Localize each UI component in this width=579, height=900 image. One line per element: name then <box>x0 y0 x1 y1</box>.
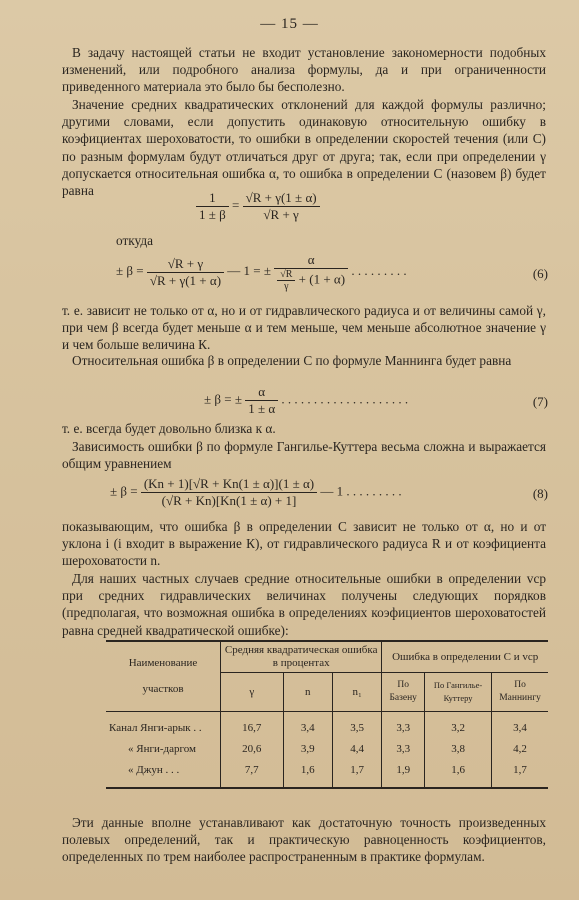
paragraph-manning: Относительная ошибка β в определении С по формуле Маннинга будет равна <box>72 353 512 368</box>
paragraph-close: т. е. всегда будет довольно близка к α. <box>62 421 276 436</box>
table-subheader: По Базену <box>382 673 425 712</box>
paragraph-deviations: Значение средних квадратических отклонений для каждой формулы различно; другими словами, если допустить одинаковую относительную ошибку в коэфициентах шероховатости, то ошибки в определении скоростей течения (или С) по разным формулам будут отличаться друг от друга; так, если при определении γ допускается относительная ошибка α, то ошибка в определении С (назовем β) будет равна <box>62 97 546 199</box>
table-header-group-1: Средняя квадратическая ошибка в процентах <box>221 641 382 673</box>
paragraph-conclusion: Эти данные вполне устанавливают как достаточную точность произведенных полевых определений, так и практическую равноценность коэфициентов, определенных по трем наиболее распространенным в практике формулам. <box>62 815 546 865</box>
formula-error-c: $\frac{1}{1 \pm \beta}$ = $\frac{√R + \gamma(1 \pm \alpha)}{√R + \gamma}$ <box>196 190 320 223</box>
table-row: « Джун . . . 7,7 1,6 1,7 1,9 1,6 1,7 <box>106 760 548 788</box>
table-header-name: Наименование участков <box>106 641 221 712</box>
table-row: « Янги-даргом 20,6 3,9 4,4 3,3 3,8 4,2 <box>106 739 548 760</box>
equation-label-8: (8) <box>532 486 548 501</box>
formula-7: ± β = ± $\frac{\alpha}{1 \pm \alpha}$ . . . . . . . . . . . . . . . . . . . . (7) <box>204 384 548 416</box>
paragraph-intro: В задачу настоящей статьи не входит установление закономерности подобных изменений, или подробного анализа формулы, да и при ограниченности приведенного материала это было бы бесполезно. <box>62 45 546 95</box>
page-number: — 15 — <box>260 16 319 32</box>
equation-label-6: (6) <box>532 266 548 281</box>
table-subheader: По Маннингу <box>492 673 548 712</box>
error-table <box>106 640 548 789</box>
table-row: Канал Янги-арык . . 16,7 3,4 3,5 3,3 3,2 3,4 <box>106 712 548 740</box>
table-subheader: n <box>283 673 332 712</box>
word-otkuda: откуда <box>116 233 154 248</box>
table-header-group-2: Ошибка в определении С и vср <box>382 641 548 673</box>
paragraph-kutter: Зависимость ошибки β по формуле Гангилье-Куттера весьма сложна и выражается общим уравнением <box>62 439 546 472</box>
paragraph-showing: показывающим, что ошибка β в определении С зависит не только от α, но и от уклона i (i входит в выражение К), от гидравлического радиуса R и от коэфициента шероховатости n. <box>62 519 546 569</box>
paragraph-depends: т. е. зависит не только от α, но и от гидравлического радиуса и от величины самой γ, при чем β всегда будет меньше α и тем меньше, чем меньше абсолютное значение γ и чем больше величина К. <box>62 303 546 353</box>
formula-8: ± β = $\frac{(Kn + 1)[√R + Kn(1 \pm \alpha)](1 \pm \alpha)}{(√R + Kn)[Kn(1 \pm \alpha) + 1]}$ — 1 . . . . . . . . . (8) <box>110 476 548 508</box>
table-subheader: γ <box>221 673 284 712</box>
table-subheader: По Гангилье-Куттеру <box>425 673 492 712</box>
table-subheader: n₁ <box>332 673 381 712</box>
formula-6: ± β = $\frac{√R + \gamma}{√R + \gamma(1 + \alpha)}$ — 1 = ± α $\frac{√R}{\gamma}$ + (1 + α) . . . . . . . . . (6) <box>116 252 548 292</box>
paragraph-cases: Для наших частных случаев средние относительные ошибки в определении vср при средних гидравлических величинах получены следующих порядков (предполагая, что возможная ошибка в определениях коэфициентов шероховатостей равна средней квадратической ошибке): <box>62 571 546 638</box>
equation-label-7: (7) <box>532 394 548 409</box>
